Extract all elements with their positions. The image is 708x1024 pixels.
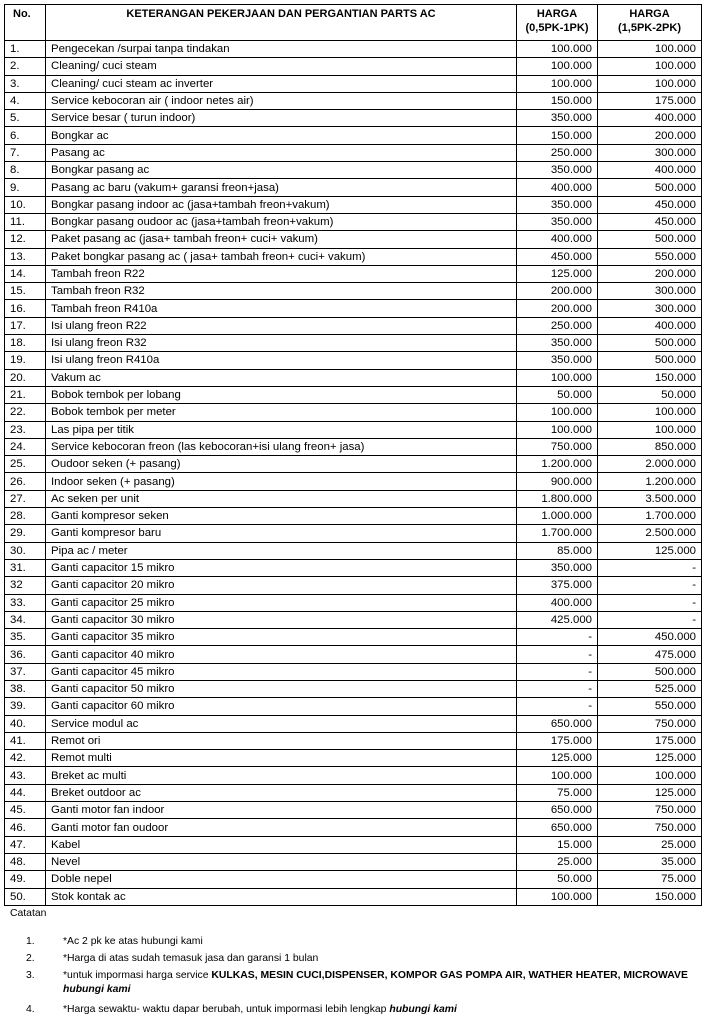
row-price-small: 350.000 [517,335,598,352]
header-price-large-label: HARGA [629,8,670,20]
table-row [5,594,702,611]
row-number: 11. [5,213,46,230]
row-price-small: 100.000 [517,421,598,438]
row-number: 14. [5,265,46,282]
row-price-small: 350.000 [517,213,598,230]
row-price-small: 50.000 [517,871,598,888]
table-row [5,802,702,819]
table-row [5,853,702,870]
notes-section [10,907,700,1020]
row-number: 42. [5,750,46,767]
row-price-large: 125.000 [598,542,702,559]
table-row [5,888,702,905]
row-number: 48. [5,853,46,870]
row-number: 41. [5,732,46,749]
row-number: 36. [5,646,46,663]
row-description: Remot ori [46,732,517,749]
row-price-small: 125.000 [517,265,598,282]
table-row [5,438,702,455]
row-description: Bobok tembok per meter [46,404,517,421]
table-row [5,577,702,594]
row-price-small: 900.000 [517,473,598,490]
row-number: 3. [5,75,46,92]
row-price-large: 100.000 [598,767,702,784]
table-row [5,646,702,663]
table-row [5,767,702,784]
row-price-large: 100.000 [598,58,702,75]
price-table [4,4,702,906]
row-description: Nevel [46,853,517,870]
row-description: Ganti capacitor 40 mikro [46,646,517,663]
row-price-small: 1.200.000 [517,456,598,473]
row-description: Ganti kompresor baru [46,525,517,542]
row-price-small: - [517,680,598,697]
row-price-small: 400.000 [517,179,598,196]
row-price-small: 175.000 [517,732,598,749]
row-number: 5. [5,110,46,127]
row-description: Ganti motor fan oudoor [46,819,517,836]
table-row [5,41,702,58]
row-number: 28. [5,508,46,525]
row-description: Bongkar pasang ac [46,162,517,179]
table-row [5,283,702,300]
row-price-large: 475.000 [598,646,702,663]
table-row [5,300,702,317]
row-number: 39. [5,698,46,715]
table-row [5,680,702,697]
row-description: Ganti capacitor 45 mikro [46,663,517,680]
row-number: 20. [5,369,46,386]
table-row [5,92,702,109]
row-description: Cleaning/ cuci steam [46,58,517,75]
row-price-large: 2.000.000 [598,456,702,473]
note-text [53,969,700,997]
row-price-large: - [598,559,702,576]
note-number: 1. [26,936,35,947]
row-price-large: 450.000 [598,629,702,646]
table-row [5,144,702,161]
row-price-small: 125.000 [517,750,598,767]
row-price-large: 100.000 [598,41,702,58]
row-description: Pasang ac [46,144,517,161]
row-description: Ganti motor fan indoor [46,802,517,819]
row-number: 17. [5,317,46,334]
row-description: Isi ulang freon R410a [46,352,517,369]
table-row [5,508,702,525]
row-price-large: 500.000 [598,231,702,248]
row-description: Cleaning/ cuci steam ac inverter [46,75,517,92]
table-row [5,58,702,75]
row-number: 47. [5,836,46,853]
table-row [5,715,702,732]
row-number: 34. [5,611,46,628]
note-text: *Harga di atas sudah temasuk jasa dan garansi 1 bulan [63,953,319,964]
row-number: 19. [5,352,46,369]
table-row [5,386,702,403]
row-description: Ganti capacitor 15 mikro [46,559,517,576]
table-row [5,871,702,888]
table-header-row [5,5,702,41]
row-number: 29. [5,525,46,542]
row-description: Service modul ac [46,715,517,732]
row-number: 6. [5,127,46,144]
note-item [10,1003,700,1017]
row-price-small: 350.000 [517,559,598,576]
table-row [5,231,702,248]
note-item [10,935,700,949]
table-row [5,421,702,438]
row-price-small: 75.000 [517,784,598,801]
row-number: 7. [5,144,46,161]
row-number: 50. [5,888,46,905]
row-price-small: 85.000 [517,542,598,559]
table-row [5,75,702,92]
row-description: Tambah freon R22 [46,265,517,282]
table-row [5,663,702,680]
row-description: Ganti kompresor seken [46,508,517,525]
header-no: No. [5,5,46,41]
header-price-small [517,5,598,41]
row-description: Doble nepel [46,871,517,888]
row-description: Ganti capacitor 35 mikro [46,629,517,646]
row-number: 45. [5,802,46,819]
row-price-large: 75.000 [598,871,702,888]
row-number: 12. [5,231,46,248]
row-price-large: 100.000 [598,75,702,92]
row-price-small: - [517,663,598,680]
row-price-small: 100.000 [517,404,598,421]
row-description: Ganti capacitor 25 mikro [46,594,517,611]
row-price-large: 175.000 [598,732,702,749]
note-number: 4. [26,1004,35,1015]
row-description: Tambah freon R410a [46,300,517,317]
row-description: Bongkar pasang indoor ac (jasa+tambah freon+vakum) [46,196,517,213]
row-number: 33. [5,594,46,611]
row-price-small: 200.000 [517,283,598,300]
row-price-small: 200.000 [517,300,598,317]
row-number: 9. [5,179,46,196]
table-row [5,352,702,369]
row-price-large: 525.000 [598,680,702,697]
table-row [5,196,702,213]
row-price-large: 400.000 [598,110,702,127]
table-row [5,335,702,352]
table-row [5,698,702,715]
row-number: 24. [5,438,46,455]
header-price-large-range: (1,5PK-2PK) [618,22,681,34]
table-row [5,611,702,628]
row-description: Isi ulang freon R22 [46,317,517,334]
header-price-small-label: HARGA [536,8,578,20]
row-price-small: 250.000 [517,317,598,334]
row-price-small: 650.000 [517,802,598,819]
row-description: Vakum ac [46,369,517,386]
row-description: Paket bongkar pasang ac ( jasa+ tambah freon+ cuci+ vakum) [46,248,517,265]
row-price-small: 350.000 [517,352,598,369]
note-text-prefix: *Harga sewaktu- waktu dapar berubah, untuk impormasi lebih lengkap [63,1004,390,1015]
row-number: 32 [5,577,46,594]
note-number: 3. [26,970,35,981]
price-table-body [5,41,702,906]
row-description: Ac seken per unit [46,490,517,507]
row-price-large: - [598,594,702,611]
notes-list [10,935,700,1017]
table-row [5,490,702,507]
row-description: Bongkar pasang oudoor ac (jasa+tambah freon+vakum) [46,213,517,230]
row-price-small: 150.000 [517,92,598,109]
row-description: Service besar ( turun indoor) [46,110,517,127]
row-price-small: 350.000 [517,162,598,179]
table-row [5,732,702,749]
row-price-large: 750.000 [598,819,702,836]
table-row [5,819,702,836]
table-row [5,629,702,646]
row-price-large: 550.000 [598,248,702,265]
note-text-bold: KULKAS, MESIN CUCI,DISPENSER, KOMPOR GAS POMPA AIR, WATHER HEATER, MICROWAVE [211,970,688,981]
row-description: Ganti capacitor 50 mikro [46,680,517,697]
note-contact-link: hubungi kami [389,1004,457,1015]
row-price-large: 35.000 [598,853,702,870]
row-price-small: 650.000 [517,715,598,732]
notes-title: Catatan [10,908,47,919]
row-number: 1. [5,41,46,58]
row-price-small: - [517,629,598,646]
table-row [5,750,702,767]
table-row [5,248,702,265]
row-description: Tambah freon R32 [46,283,517,300]
note-text [53,1003,700,1017]
row-price-small: 425.000 [517,611,598,628]
row-price-large: 125.000 [598,784,702,801]
row-price-large: 300.000 [598,144,702,161]
row-number: 10. [5,196,46,213]
row-number: 13. [5,248,46,265]
table-row [5,369,702,386]
row-price-large: 300.000 [598,283,702,300]
row-price-large: 200.000 [598,265,702,282]
row-number: 49. [5,871,46,888]
row-number: 16. [5,300,46,317]
row-price-large: 500.000 [598,335,702,352]
row-description: Pasang ac baru (vakum+ garansi freon+jasa) [46,179,517,196]
row-price-small: 50.000 [517,386,598,403]
row-price-large: 500.000 [598,179,702,196]
row-number: 40. [5,715,46,732]
row-description: Ganti capacitor 60 mikro [46,698,517,715]
note-item [10,969,700,997]
row-number: 46. [5,819,46,836]
row-number: 35. [5,629,46,646]
row-description: Paket pasang ac (jasa+ tambah freon+ cuci+ vakum) [46,231,517,248]
row-price-large: 3.500.000 [598,490,702,507]
row-description: Oudoor seken (+ pasang) [46,456,517,473]
row-price-small: 375.000 [517,577,598,594]
row-number: 43. [5,767,46,784]
row-number: 30. [5,542,46,559]
row-price-large: 450.000 [598,196,702,213]
row-description: Breket outdoor ac [46,784,517,801]
row-price-small: - [517,646,598,663]
table-row [5,542,702,559]
table-row [5,836,702,853]
table-row [5,179,702,196]
row-number: 25. [5,456,46,473]
table-row [5,162,702,179]
row-description: Pengecekan /surpai tanpa tindakan [46,41,517,58]
table-row [5,784,702,801]
row-number: 21. [5,386,46,403]
row-number: 23. [5,421,46,438]
row-description: Kabel [46,836,517,853]
row-description: Las pipa per titik [46,421,517,438]
row-number: 37. [5,663,46,680]
note-number: 2. [26,953,35,964]
row-price-small: 750.000 [517,438,598,455]
row-number: 38. [5,680,46,697]
row-price-small: 650.000 [517,819,598,836]
table-row [5,404,702,421]
table-row [5,559,702,576]
row-description: Ganti capacitor 30 mikro [46,611,517,628]
row-price-large: 125.000 [598,750,702,767]
row-description: Service kebocoran air ( indoor netes air) [46,92,517,109]
row-price-large: 100.000 [598,421,702,438]
row-price-large: 150.000 [598,888,702,905]
row-number: 4. [5,92,46,109]
row-price-large: 450.000 [598,213,702,230]
row-price-small: 1.700.000 [517,525,598,542]
row-price-small: 150.000 [517,127,598,144]
row-description: Isi ulang freon R32 [46,335,517,352]
note-text-prefix: *untuk impormasi harga service [63,970,212,981]
row-price-large: 25.000 [598,836,702,853]
row-price-large: 850.000 [598,438,702,455]
row-description: Service kebocoran freon (las kebocoran+isi ulang freon+ jasa) [46,438,517,455]
row-price-small: 400.000 [517,231,598,248]
row-price-small: 450.000 [517,248,598,265]
row-number: 2. [5,58,46,75]
row-price-large: 400.000 [598,162,702,179]
row-description: Pipa ac / meter [46,542,517,559]
header-price-large [598,5,702,41]
row-number: 18. [5,335,46,352]
row-description: Bobok tembok per lobang [46,386,517,403]
row-description: Indoor seken (+ pasang) [46,473,517,490]
row-description: Bongkar ac [46,127,517,144]
row-price-large: 550.000 [598,698,702,715]
row-price-large: - [598,611,702,628]
row-price-small: 1.000.000 [517,508,598,525]
row-price-small: - [517,698,598,715]
row-price-small: 100.000 [517,888,598,905]
table-row [5,213,702,230]
row-price-large: 500.000 [598,352,702,369]
row-description: Ganti capacitor 20 mikro [46,577,517,594]
header-price-small-range: (0,5PK-1PK) [525,22,589,34]
row-number: 8. [5,162,46,179]
row-price-small: 1.800.000 [517,490,598,507]
row-price-large: 750.000 [598,802,702,819]
table-row [5,525,702,542]
row-price-large: 1.200.000 [598,473,702,490]
row-price-small: 400.000 [517,594,598,611]
row-price-large: 750.000 [598,715,702,732]
note-contact-link: hubungi kami [63,984,131,995]
table-row [5,265,702,282]
row-price-large: - [598,577,702,594]
row-price-small: 100.000 [517,369,598,386]
row-price-large: 50.000 [598,386,702,403]
table-row [5,317,702,334]
row-price-large: 1.700.000 [598,508,702,525]
table-row [5,110,702,127]
table-row [5,127,702,144]
row-price-large: 200.000 [598,127,702,144]
row-description: Stok kontak ac [46,888,517,905]
row-price-small: 25.000 [517,853,598,870]
row-price-large: 150.000 [598,369,702,386]
row-number: 31. [5,559,46,576]
row-price-large: 500.000 [598,663,702,680]
row-price-large: 100.000 [598,404,702,421]
row-price-small: 100.000 [517,767,598,784]
row-price-small: 100.000 [517,41,598,58]
row-price-small: 15.000 [517,836,598,853]
row-price-large: 2.500.000 [598,525,702,542]
row-price-small: 100.000 [517,58,598,75]
row-price-small: 350.000 [517,110,598,127]
table-row [5,473,702,490]
row-number: 27. [5,490,46,507]
row-price-large: 175.000 [598,92,702,109]
header-description: KETERANGAN PEKERJAAN DAN PERGANTIAN PARTS AC [46,5,517,41]
row-number: 44. [5,784,46,801]
row-price-small: 250.000 [517,144,598,161]
row-price-small: 350.000 [517,196,598,213]
row-price-large: 400.000 [598,317,702,334]
row-price-small: 100.000 [517,75,598,92]
row-number: 26. [5,473,46,490]
table-row [5,456,702,473]
note-item [10,952,700,966]
row-price-large: 300.000 [598,300,702,317]
row-description: Remot multi [46,750,517,767]
note-text: *Ac 2 pk ke atas hubungi kami [63,936,203,947]
row-description: Breket ac multi [46,767,517,784]
row-number: 15. [5,283,46,300]
row-number: 22. [5,404,46,421]
